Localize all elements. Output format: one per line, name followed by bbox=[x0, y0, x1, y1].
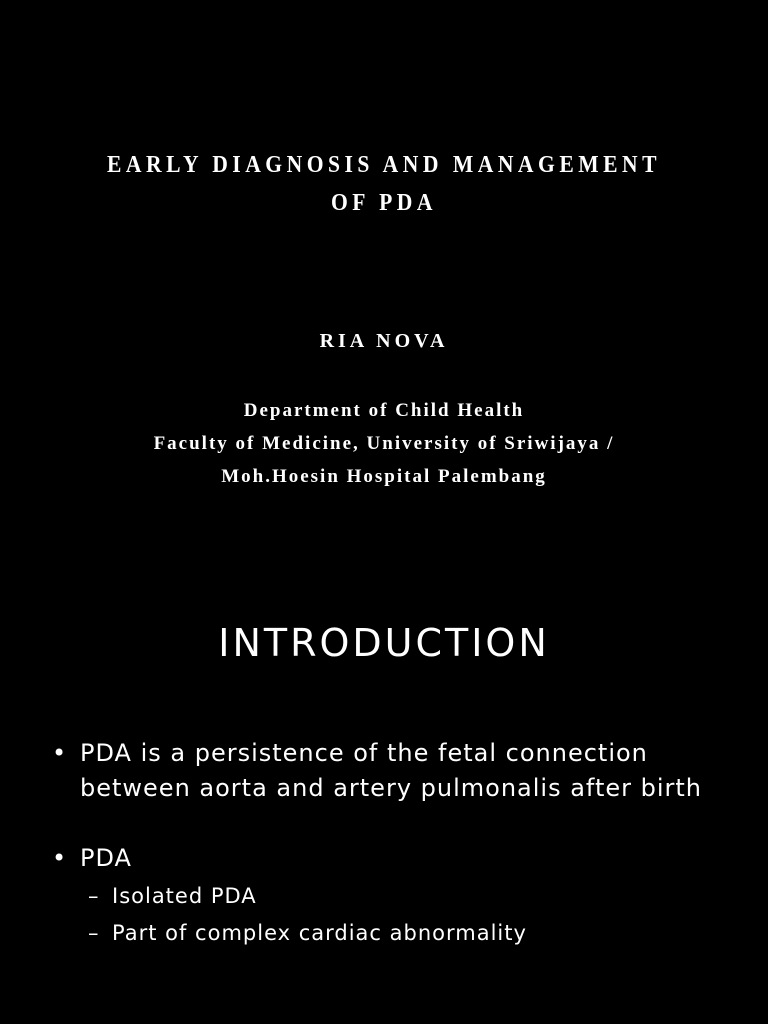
sub-bullet-item bbox=[88, 878, 732, 915]
sub-bullet-text: Part of complex cardiac abnormality bbox=[112, 921, 527, 945]
affiliation-line: Faculty of Medicine, University of Sriwijaya / bbox=[153, 433, 615, 454]
affiliation-line: Moh.Hoesin Hospital Palembang bbox=[221, 466, 547, 487]
dash-icon: – bbox=[88, 921, 99, 945]
sub-bullet-text: Isolated PDA bbox=[112, 884, 257, 908]
bullet-icon: • bbox=[52, 844, 67, 872]
slide-title bbox=[38, 146, 729, 222]
bullet-item bbox=[52, 736, 732, 806]
slide-title-line: EARLY DIAGNOSIS AND MANAGEMENT bbox=[106, 152, 662, 178]
slide-title-line: OF PDA bbox=[330, 190, 437, 216]
bullet-text: PDA bbox=[80, 844, 132, 872]
author-affiliation bbox=[0, 394, 768, 493]
author-name: RIA NOVA bbox=[319, 330, 449, 352]
bullet-text: PDA is a persistence of the fetal connection between aorta and artery pulmonalis after birth bbox=[80, 739, 703, 802]
bullet-item bbox=[52, 841, 732, 876]
sub-bullet-list bbox=[88, 878, 732, 952]
bullet-icon: • bbox=[52, 739, 67, 767]
sub-bullet-item bbox=[88, 915, 732, 952]
section-heading: INTRODUCTION bbox=[218, 621, 550, 665]
bullet-list bbox=[52, 736, 732, 952]
dash-icon: – bbox=[88, 884, 99, 908]
affiliation-line: Department of Child Health bbox=[243, 400, 525, 421]
